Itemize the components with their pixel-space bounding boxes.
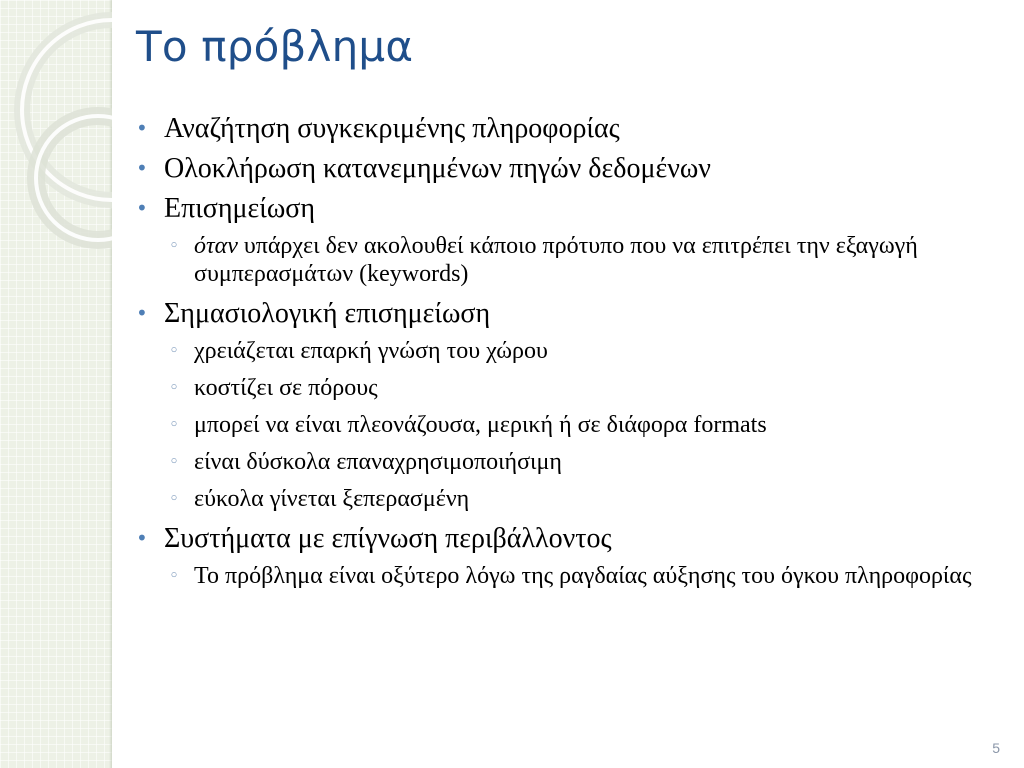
bullet-dot-icon: • <box>136 196 148 220</box>
bullet-text: χρειάζεται επαρκή γνώση του χώρου <box>194 338 548 364</box>
slide-title: Το πρόβλημα <box>136 22 414 71</box>
bullet-list <box>136 112 996 599</box>
bullet-text: Σημασιολογική επισημείωση <box>164 298 491 329</box>
bullet-text: Συστήματα με επίγνωση περιβάλλοντος <box>164 523 612 554</box>
sub-bullet-circle-icon: ◦ <box>169 378 180 398</box>
sub-bullet-circle-icon: ◦ <box>169 566 180 586</box>
sub-bullet-circle-icon: ◦ <box>169 341 180 361</box>
bullet-dot-icon: • <box>136 526 148 550</box>
bullet-text: μπορεί να είναι πλεονάζουσα, μερική ή σε διάφορα formats <box>194 412 767 438</box>
sub-bullet-item <box>136 232 996 288</box>
bullet-item <box>136 192 996 225</box>
bullet-text: Επισημείωση <box>164 193 315 224</box>
bullet-dot-icon: • <box>136 301 148 325</box>
bullet-text: Αναζήτηση συγκεκριμένης πληροφορίας <box>164 113 620 144</box>
bullet-item <box>136 522 996 555</box>
sub-bullet-circle-icon: ◦ <box>169 452 180 472</box>
bullet-emphasis: όταν <box>194 233 238 259</box>
bullet-item <box>136 152 996 185</box>
sub-bullet-item <box>136 562 996 590</box>
sub-bullet-item <box>136 374 996 402</box>
sub-bullet-item <box>136 411 996 439</box>
bullet-dot-icon: • <box>136 116 148 140</box>
bullet-text: εύκολα γίνεται ξεπερασμένη <box>194 486 470 512</box>
bullet-item <box>136 112 996 145</box>
bullet-text: είναι δύσκολα επαναχρησιμοποιήσιμη <box>194 449 562 475</box>
sub-bullet-item <box>136 485 996 513</box>
sub-bullet-circle-icon: ◦ <box>169 489 180 509</box>
page-number: 5 <box>992 740 1000 756</box>
bullet-item <box>136 297 996 330</box>
bullet-text: κοστίζει σε πόρους <box>194 375 378 401</box>
sub-bullet-item <box>136 337 996 365</box>
bullet-dot-icon: • <box>136 156 148 180</box>
sub-bullet-circle-icon: ◦ <box>169 236 180 256</box>
sub-bullet-circle-icon: ◦ <box>169 415 180 435</box>
bullet-text: υπάρχει δεν ακολουθεί κάποιο πρότυπο που να επιτρέπει την εξαγωγή συμπερασμάτων (keywords) <box>194 233 918 287</box>
sub-bullet-item <box>136 448 996 476</box>
bullet-text: Το πρόβλημα είναι οξύτερο λόγω της ραγδαίας αύξησης του όγκου πληροφορίας <box>194 563 972 589</box>
bullet-text: Ολοκλήρωση κατανεμημένων πηγών δεδομένων <box>164 153 711 184</box>
